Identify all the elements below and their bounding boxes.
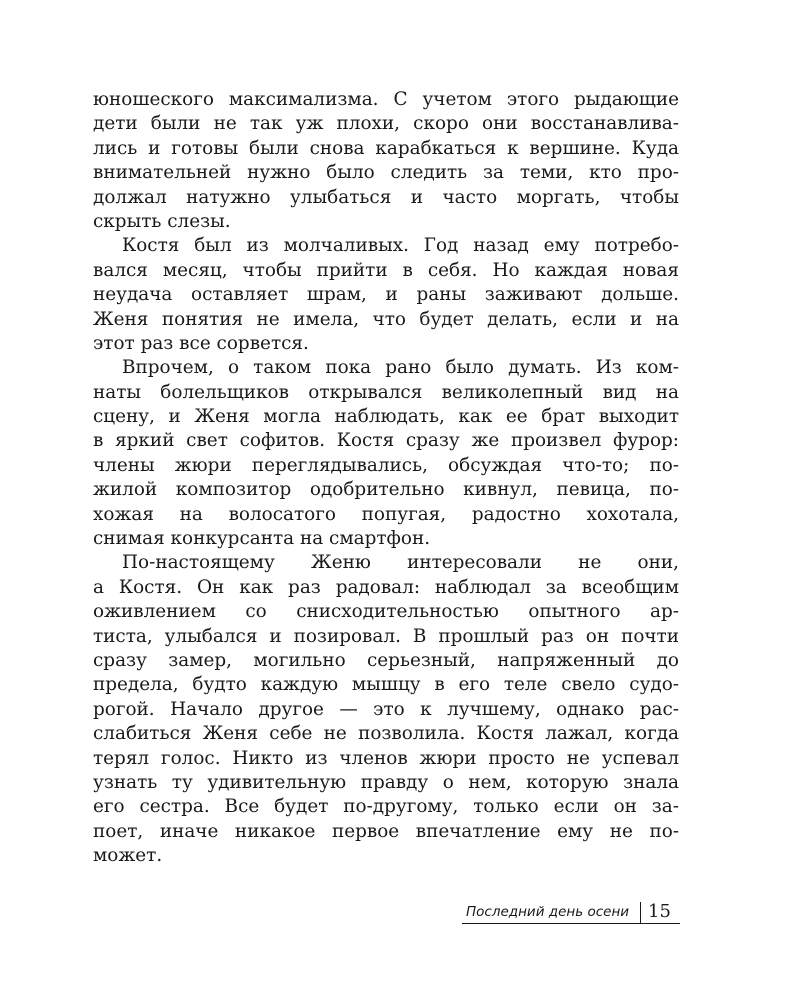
text-line: в яркий свет софитов. Костя сразу же произвел фурор: xyxy=(93,430,679,452)
text-line: слабиться Женя себе не позволила. Костя лажал, когда xyxy=(93,723,679,745)
text-line: сразу замер, могильно серьезный, напряженный до xyxy=(93,649,679,671)
text-line: сцену, и Женя могла наблюдать, как ее брат выходит xyxy=(93,406,679,428)
text-line: По-настоящему Женю интересовали не они, xyxy=(122,552,679,574)
text-line: Костя был из молчаливых. Год назад ему потребо- xyxy=(122,235,679,257)
text-line: хожая на волосатого попугая, радостно хохотала, xyxy=(93,503,679,525)
text-line: юношеского максимализма. С учетом этого рыдающие xyxy=(93,89,679,110)
footer-divider xyxy=(640,902,641,923)
text-line: а Костя. Он как раз радовал: наблюдал за всеобщим xyxy=(93,576,679,598)
text-line: снимая конкурсанта на смартфон. xyxy=(93,528,431,550)
page-footer xyxy=(462,902,680,930)
text-line: терял голос. Никто из членов жюри просто не успевал xyxy=(93,747,679,769)
body-text xyxy=(93,88,679,869)
text-line: члены жюри переглядывались, обсуждая что-то; по- xyxy=(93,454,679,476)
text-line: поет, иначе никакое первое впечатление ему не по- xyxy=(93,820,679,842)
text-line: дети были не так уж плохи, скоро они восстанавлива- xyxy=(93,113,679,135)
text-line: этот раз все сорвется. xyxy=(93,332,309,354)
text-line: тиста, улыбался и позировал. В прошлый раз он почти xyxy=(93,625,679,647)
text-line: Впрочем, о таком пока рано было думать. Из ком- xyxy=(122,357,679,379)
text-line: неудача оставляет шрам, и раны заживают дольше. xyxy=(93,284,679,306)
page-number: 15 xyxy=(648,901,671,922)
text-line: может. xyxy=(93,845,163,867)
text-line: Женя понятия не имела, что будет делать, если и на xyxy=(93,308,679,330)
text-line: внимательней нужно было следить за теми, кто про- xyxy=(93,162,679,184)
footer-rule xyxy=(462,923,680,924)
running-title: Последний день осени xyxy=(466,904,630,920)
text-line: вался месяц, чтобы прийти в себя. Но каждая новая xyxy=(93,259,679,281)
text-line: узнать ту удивительную правду о нем, которую знала xyxy=(93,771,679,793)
text-line: рогой. Начало другое — это к лучшему, однако рас- xyxy=(93,698,679,720)
text-line: скрыть слезы. xyxy=(93,210,231,232)
text-line: жилой композитор одобрительно кивнул, певица, по- xyxy=(93,479,679,501)
text-line: лись и готовы были снова карабкаться к вершине. Куда xyxy=(93,137,679,159)
text-line: его сестра. Все будет по-другому, только если он за- xyxy=(93,796,679,818)
text-line: предела, будто каждую мышцу в его теле свело судо- xyxy=(93,674,679,696)
text-line: наты болельщиков открывался великолепный вид на xyxy=(93,381,679,403)
text-line: оживлением со снисходительностью опытного ар- xyxy=(93,601,679,623)
text-line: должал натужно улыбаться и часто моргать, чтобы xyxy=(93,186,679,208)
